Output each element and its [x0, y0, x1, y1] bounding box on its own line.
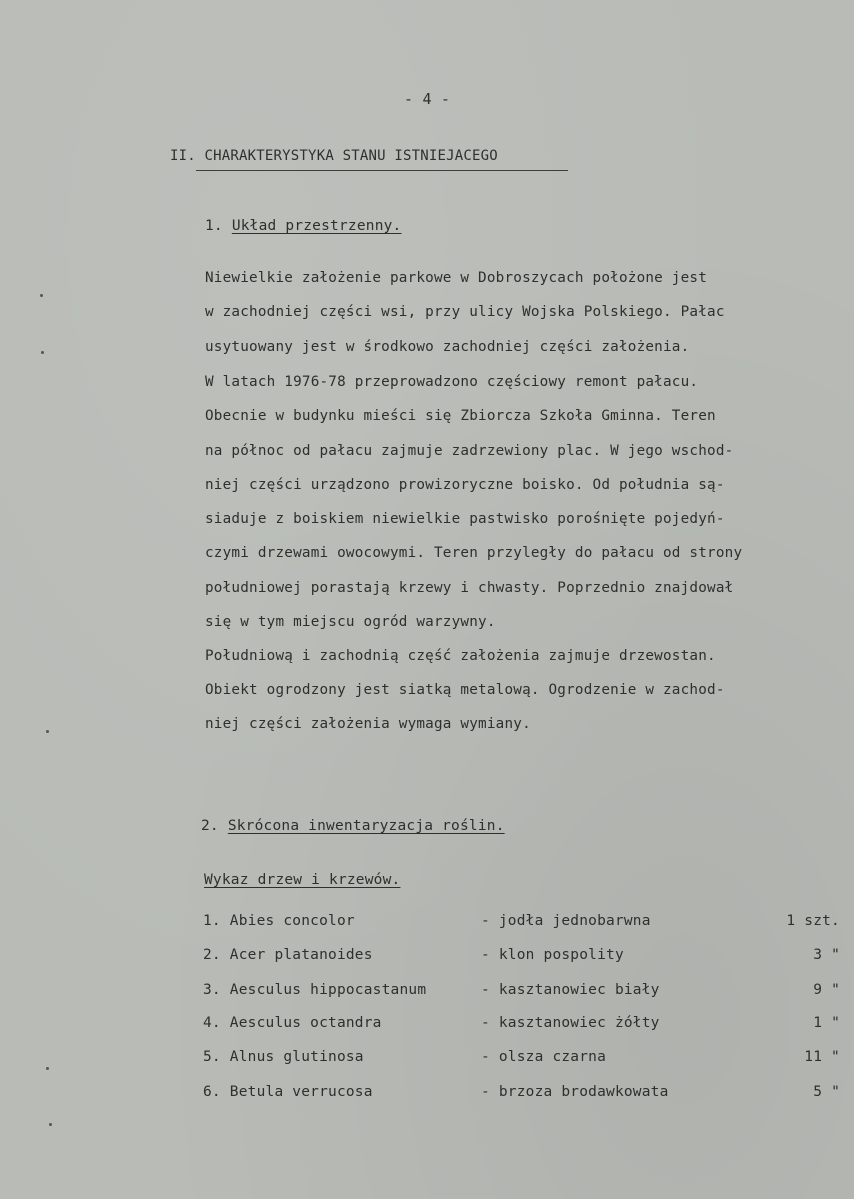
paragraph-line: usytuowany jest w środkowo zachodniej części założenia.	[205, 339, 690, 355]
subsection-heading-layout	[205, 218, 401, 234]
polish-name: - brzoza brodawkowata	[481, 1084, 669, 1100]
polish-name: - kasztanowiec biały	[481, 982, 660, 998]
paragraph-line: niej części urządzono prowizoryczne boisko. Od południa są-	[205, 477, 725, 493]
paragraph-line: na północ od pałacu zajmuje zadrzewiony plac. W jego wschod-	[205, 443, 734, 459]
paragraph-line: Obecnie w budynku mieści się Zbiorcza Szkoła Gminna. Teren	[205, 408, 716, 424]
paragraph-line: Południową i zachodnią część założenia zajmuje drzewostan.	[205, 648, 716, 664]
paragraph-line: Niewielkie założenie parkowe w Dobroszycach położone jest	[205, 270, 708, 286]
latin-name: 3. Aesculus hippocastanum	[203, 982, 427, 998]
margin-speck	[41, 351, 44, 354]
latin-name: 1. Abies concolor	[203, 913, 355, 929]
paragraph-line: niej części założenia wymaga wymiany.	[205, 716, 531, 732]
polish-name: - jodła jednobarwna	[481, 913, 651, 929]
polish-name: - olsza czarna	[481, 1049, 607, 1065]
paragraph-line: w zachodniej części wsi, przy ulicy Wojska Polskiego. Pałac	[205, 304, 725, 320]
subsection-number: 2.	[201, 818, 219, 834]
paragraph-line: Obiekt ogrodzony jest siatką metalową. Ogrodzenie w zachod-	[205, 682, 725, 698]
list-title: Wykaz drzew i krzewów.	[204, 872, 401, 888]
quantity: 5 "	[813, 1084, 840, 1100]
quantity: 9 "	[813, 982, 840, 998]
latin-name: 5. Alnus glutinosa	[203, 1049, 364, 1065]
paragraph-line: W latach 1976-78 przeprowadzono częściowy remont pałacu.	[205, 374, 699, 390]
polish-name: - kasztanowiec żółty	[481, 1015, 660, 1031]
margin-speck	[46, 730, 49, 733]
margin-speck	[40, 294, 43, 297]
latin-name: 2. Acer platanoides	[203, 947, 373, 963]
margin-speck	[46, 1067, 49, 1070]
quantity: 3 "	[813, 947, 840, 963]
paragraph-line: czymi drzewami owocowymi. Teren przyległy do pałacu od strony	[205, 545, 743, 561]
latin-name: 6. Betula verrucosa	[203, 1084, 373, 1100]
subsection-number: 1.	[205, 218, 223, 234]
paragraph-line: się w tym miejscu ogród warzywny.	[205, 614, 496, 630]
paragraph-line: siaduje z boiskiem niewielkie pastwisko porośnięte pojedyń-	[205, 511, 725, 527]
section-title-underline	[196, 170, 568, 171]
polish-name: - klon pospolity	[481, 947, 624, 963]
quantity: 1 "	[813, 1015, 840, 1031]
subsection-label: Układ przestrzenny.	[231, 218, 402, 234]
subsection-heading-inventory	[201, 818, 505, 834]
paragraph-line: południowej porastają krzewy i chwasty. Poprzednio znajdował	[205, 580, 734, 596]
quantity: 11 "	[804, 1049, 840, 1065]
latin-name: 4. Aesculus octandra	[203, 1015, 382, 1031]
section-title: II. CHARAKTERYSTYKA STANU ISTNIEJACEGO	[170, 148, 498, 164]
margin-speck	[49, 1123, 52, 1126]
subsection-label: Skrócona inwentaryzacja roślin.	[227, 818, 505, 834]
page-number: - 4 -	[404, 90, 451, 108]
quantity: 1 szt.	[786, 913, 840, 929]
